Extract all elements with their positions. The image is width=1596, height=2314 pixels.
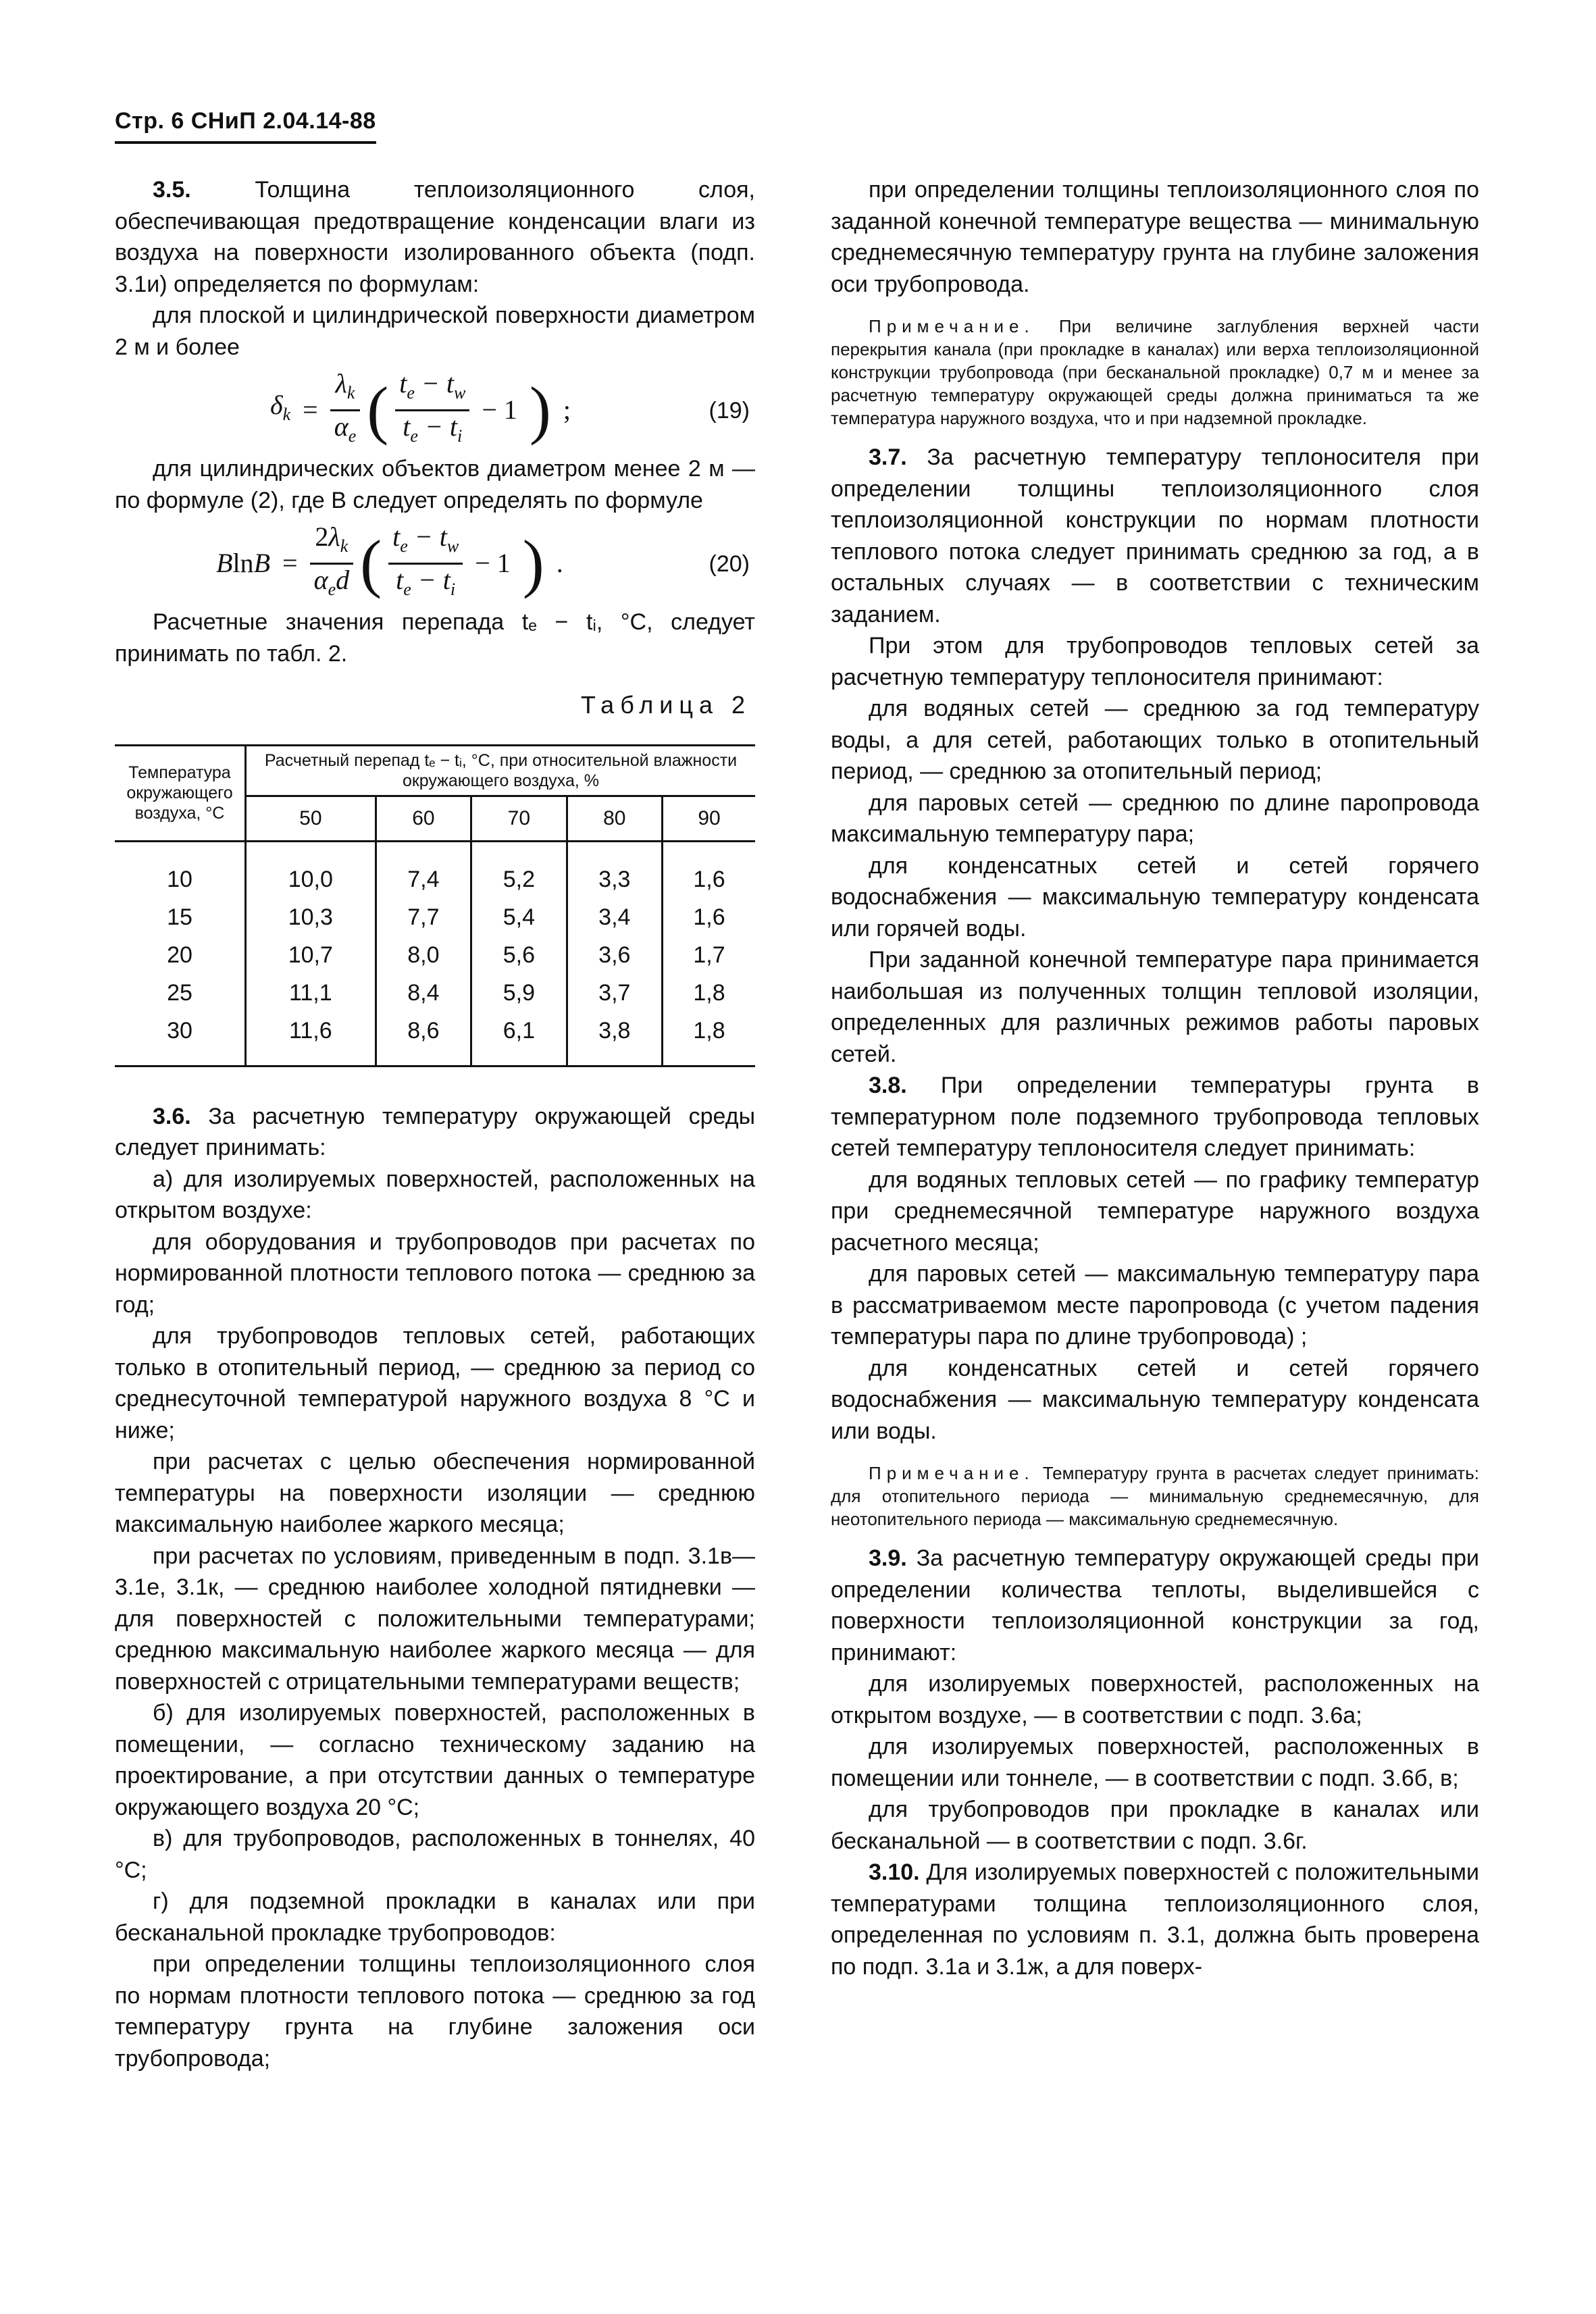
table-cell-temperature: 25 [167,979,192,1006]
paragraph-3-7-e: для конденсатных сетей и сетей горячего водоснабжения — максимальную температуру конденсата или горячей воды. [831,852,1479,942]
paragraph-3-10: 3.10. Для изолируемых поверхностей с положительными температурами толщина теплоизоляционного слоя, определенная по условиям п. 3.1, должна быть проверена по подп. 3.1а и 3.1ж, а для поверх- [831,1859,1479,1980]
table-cell-value: 8,4 [376,974,471,1012]
paragraph-3-9-a: для изолируемых поверхностей, расположенных на открытом воздухе, — в соответствии с подп. 3.6а; [831,1671,1479,1728]
equation-number-20: (20) [709,551,750,577]
table-cell-value: 7,7 [376,898,471,936]
table-header-humidity-70: 70 [471,796,567,841]
table-row [115,974,755,1012]
paragraph-3-5: 3.5. Толщина теплоизоляционного слоя, обеспечивающая предотвращение конденсации влаги из воздуха на поверхности изолированного объекта (подп. 3.1и) определяется по формулам: [115,177,755,297]
table-cell-value: 10,7 [246,936,376,974]
table-row [115,1012,755,1066]
table-cell-value: 6,1 [471,1012,567,1066]
table-cell-value: 8,0 [376,936,471,974]
table-cell-value: 3,6 [567,936,662,974]
paragraph-3-8-a: для водяных тепловых сетей — по графику температур при среднемесячной температуре наружного воздуха расчетного месяца; [831,1166,1479,1256]
note-2-text: Температуру грунта в расчетах следует принимать: для отопительного периода — минимальную среднемесячную, для неотопительного периода — максимальную среднемесячную. [831,1463,1479,1529]
formula-20: BlnB = $\frac{2\lambda_k}{\alpha_ed}$ ( $\frac{t_e - t_w}{t_e - t_i}$ − 1 ) . (20) [216,521,750,599]
table-cell-value: 3,7 [567,974,662,1012]
table-cell-temperature: 15 [167,904,192,930]
equation-number-19: (19) [709,398,750,423]
table-cell-value: 10,3 [246,898,376,936]
paragraph-3-6-a: а) для изолируемых поверхностей, расположенных на открытом воздухе: [115,1166,755,1223]
table-header-delta: Расчетный перепад tₑ − tᵢ, °С, при относительной влажности окружающего воздуха, % [246,745,756,796]
table-cell-value: 5,6 [471,936,567,974]
table-header-humidity-50: 50 [246,796,376,841]
table-cell-value: 3,8 [567,1012,662,1066]
table-2 [115,744,755,1067]
table-2-title: Таблица 2 [580,691,751,719]
table-cell-temperature: 30 [167,1017,192,1044]
table-header-humidity-60: 60 [376,796,471,841]
table-cell-value: 11,1 [246,974,376,1012]
paragraph-3-6-d-1: при определении толщины теплоизоляционного слоя по нормам плотности теплового потока — среднюю за год температуру грунта на глубине заложения оси трубопровода; [115,1951,755,2072]
table-cell-temperature: 10 [167,866,192,892]
paragraph-3-7-d: для паровых сетей — среднюю по длине паропровода максимальную температуру пара; [831,790,1479,847]
paragraph-3-5-flat-surfaces: для плоской и цилиндрической поверхности диаметром 2 м и более [115,303,755,360]
paragraph-3-5-small-cylinders: для цилиндрических объектов диаметром менее 2 м — по формуле (2), где B следует определять по формуле [115,456,755,513]
note-1 [831,315,1479,430]
paragraph-3-6-a-3: при расчетах с целью обеспечения нормированной температуры на поверхности изоляции — среднюю максимальную наиболее жаркого месяца; [115,1449,755,1537]
table-cell-value: 5,4 [471,898,567,936]
table-cell-value: 3,4 [567,898,662,936]
table-row [115,898,755,936]
table-cell-value: 3,3 [567,841,662,898]
left-column [115,174,755,2074]
paragraph-3-6-c: в) для трубопроводов, расположенных в тоннелях, 40 °С; [115,1826,755,1883]
paragraph-3-5-table-ref: Расчетные значения перепада tₑ − tᵢ, °С, следует принимать по табл. 2. [115,609,755,667]
paragraph-3-8-c: для конденсатных сетей и сетей горячего водоснабжения — максимальную температуру конденсата или воды. [831,1355,1479,1444]
paragraph-3-9-c: для трубопроводов при прокладке в каналах или бесканальной — в соответствии с подп. 3.6г. [831,1797,1479,1854]
paragraph-3-6-d: г) для подземной прокладки в каналах или при бесканальной прокладке трубопроводов: [115,1888,755,1946]
paragraph-3-7: 3.7. За расчетную температуру теплоносителя при определении толщины теплоизоляционного слоя теплоизоляционной конструкции по нормам плотности теплового потока следует принимать среднюю за год, а в остальных случаях — в соответствии с техническим заданием. [831,444,1479,627]
paragraph-3-9-b: для изолируемых поверхностей, расположенных в помещении или тоннеле, — в соответствии с подп. 3.6б, в; [831,1734,1479,1791]
table-cell-value: 7,4 [376,841,471,898]
table-cell-value: 11,6 [246,1012,376,1066]
paragraph-3-7-c: для водяных сетей — среднюю за год температуру воды, а для сетей, работающих только в отопительный период, — среднюю за отопительный период; [831,696,1479,784]
paragraph-3-7-b: При этом для трубопроводов тепловых сетей за расчетную температуру теплоносителя принимают: [831,633,1479,690]
page-header: Стр. 6 СНиП 2.04.14-88 [115,108,376,144]
table-cell-temperature: 20 [167,942,192,968]
table-cell-value: 10,0 [246,841,376,898]
paragraph-3-6-b: б) для изолируемых поверхностей, расположенных в помещении, — согласно техническому заданию на проектирование, а при отсутствии данных о температуре окружающего воздуха 20 °С; [115,1700,755,1820]
table-header-temperature: Температура окружающего воздуха, °С [126,763,233,823]
table-cell-value: 1,6 [663,898,755,936]
paragraph-3-6: 3.6. За расчетную температуру окружающей среды следует принимать: [115,1103,755,1160]
note-2 [831,1462,1479,1531]
table-row [115,936,755,974]
paragraph-3-6-a-4: при расчетах по условиям, приведенным в подп. 3.1в—3.1е, 3.1к, — среднюю наиболее холодной пятидневки — для поверхностей с положительными температурами; среднюю максимальную наиболее жаркого месяца — для поверхностей с отрицательными температурами веществ; [115,1543,755,1695]
table-cell-value: 1,7 [663,936,755,974]
paragraph-3-6-a-1: для оборудования и трубопроводов при расчетах по нормированной плотности теплового потока — среднюю за год; [115,1229,755,1318]
note-2-heading: Примечание. [869,1463,1035,1483]
paragraph-3-6-d-2: при определении толщины теплоизоляционного слоя по заданной конечной температуре вещества — минимальную среднемесячную температуру грунта на глубине заложения оси трубопровода. [831,177,1479,297]
right-column [831,174,1479,1982]
paragraph-3-8-b: для паровых сетей — максимальную температуру пара в рассматриваемом месте паропровода (с учетом падения температуры пара по длине трубопровода) ; [831,1261,1479,1349]
table-row [115,841,755,898]
table-cell-value: 8,6 [376,1012,471,1066]
paragraph-3-6-a-2: для трубопроводов тепловых сетей, работающих только в отопительный период, — среднюю за период со среднесуточной температурой наружного воздуха 8 °С и ниже; [115,1323,755,1443]
paragraph-3-9: 3.9. За расчетную температуру окружающей среды при определении количества теплоты, выделившейся с поверхности теплоизоляционной конструкции за год, принимают: [831,1545,1479,1666]
table-header-humidity-90: 90 [663,796,755,841]
note-1-text: При величине заглубления верхней части перекрытия канала (при прокладке в каналах) или верха теплоизоляционной конструкции трубопровода (при бесканальной прокладке) 0,7 м и менее за расчетную температуру окружающей среды должна приниматься та же температура наружного воздуха, что и при надземной прокладке. [831,316,1479,428]
paragraph-3-7-f: При заданной конечной температуре пара принимается наибольшая из полученных толщин тепловой изоляции, определенных для различных режимов работы паровых сетей. [831,947,1479,1067]
table-cell-value: 5,2 [471,841,567,898]
table-cell-value: 1,8 [663,1012,755,1066]
paragraph-3-8: 3.8. При определении температуры грунта в температурном поле подземного трубопровода тепловых сетей температуру теплоносителя следует принимать: [831,1073,1479,1161]
table-header-humidity-80: 80 [567,796,662,841]
table-cell-value: 5,9 [471,974,567,1012]
table-cell-value: 1,8 [663,974,755,1012]
note-1-heading: Примечание. [869,316,1035,336]
table-cell-value: 1,6 [663,841,755,898]
formula-19: $\delta_k$ = $\frac{\lambda_k}{\alpha_e}$ ( $\frac{t_e - t_w}{t_e - t_i}$ − 1 ) ; (19) [270,368,750,446]
